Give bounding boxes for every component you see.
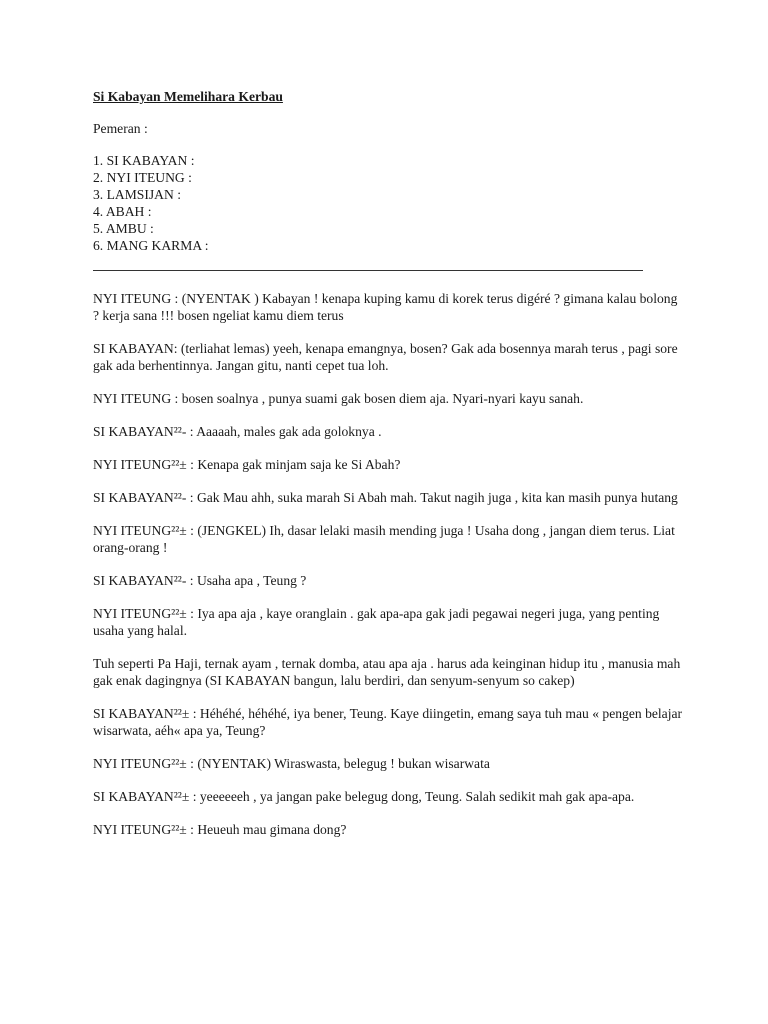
dialogue-paragraph: NYI ITEUNG : (NYENTAK ) Kabayan ! kenapa kuping kamu di korek terus digéré ? gimana kalau bolong ? kerja sana !!! bosen ngeliat kamu diem terus (93, 291, 678, 323)
dialogue-paragraph: SI KABAYAN: (terliahat lemas) yeeh, kenapa emangnya, bosen? Gak ada bosennya marah terus , pagi sore gak ada berhentinnya. Jangan gitu, nanti cepet tua loh. (93, 341, 678, 373)
document-title: Si Kabayan Memelihara Kerbau (93, 89, 283, 104)
dialogue-paragraph: SI KABAYAN²²± : Héhéhé, héhéhé, iya bener, Teung. Kaye diingetin, emang saya tuh mau « pengen belajar wisarwata, aéh« apa ya, Teung? (93, 706, 683, 738)
dialogue-paragraph: NYI ITEUNG : bosen soalnya , punya suami gak bosen diem aja. Nyari-nyari kayu sanah. (93, 391, 584, 406)
dialogue-paragraph: NYI ITEUNG²²± : (JENGKEL) Ih, dasar lelaki masih mending juga ! Usaha dong , jangan diem terus. Liat orang-orang ! (93, 523, 675, 555)
cast-item: 6. MANG KARMA : (93, 238, 209, 253)
document-page (93, 88, 693, 854)
cast-item: 1. SI KABAYAN : (93, 153, 195, 168)
horizontal-rule (93, 270, 643, 271)
cast-item: 4. ABAH : (93, 204, 152, 219)
dialogue-paragraph: SI KABAYAN²²- : Usaha apa , Teung ? (93, 573, 307, 588)
dialogue-paragraph: NYI ITEUNG²²± : Iya apa aja , kaye oranglain . gak apa-apa gak jadi pegawai negeri juga, yang penting usaha yang halal. (93, 606, 660, 638)
cast-item: 3. LAMSIJAN : (93, 187, 181, 202)
cast-list (93, 152, 693, 254)
dialogue-paragraph: NYI ITEUNG²²± : (NYENTAK) Wiraswasta, belegug ! bukan wisarwata (93, 756, 490, 771)
dialogue-paragraph: SI KABAYAN²²± : yeeeeeeh , ya jangan pake belegug dong, Teung. Salah sedikit mah gak apa-apa. (93, 789, 635, 804)
dialogue-paragraph: NYI ITEUNG²²± : Heueuh mau gimana dong? (93, 822, 347, 837)
dialogue-paragraph: Tuh seperti Pa Haji, ternak ayam , ternak domba, atau apa aja . harus ada keinginan hidup itu , manusia mah gak enak dagingnya (SI KABAYAN bangun, lalu berdiri, dan senyum-senyum so cakep) (93, 656, 681, 688)
cast-label: Pemeran : (93, 121, 148, 136)
cast-item: 5. AMBU : (93, 221, 154, 236)
dialogue-paragraph: SI KABAYAN²²- : Aaaaah, males gak ada goloknya . (93, 424, 382, 439)
cast-item: 2. NYI ITEUNG : (93, 170, 192, 185)
dialogue-paragraph: NYI ITEUNG²²± : Kenapa gak minjam saja ke Si Abah? (93, 457, 401, 472)
dialogue-paragraph: SI KABAYAN²²- : Gak Mau ahh, suka marah Si Abah mah. Takut nagih juga , kita kan masih punya hutang (93, 490, 678, 505)
